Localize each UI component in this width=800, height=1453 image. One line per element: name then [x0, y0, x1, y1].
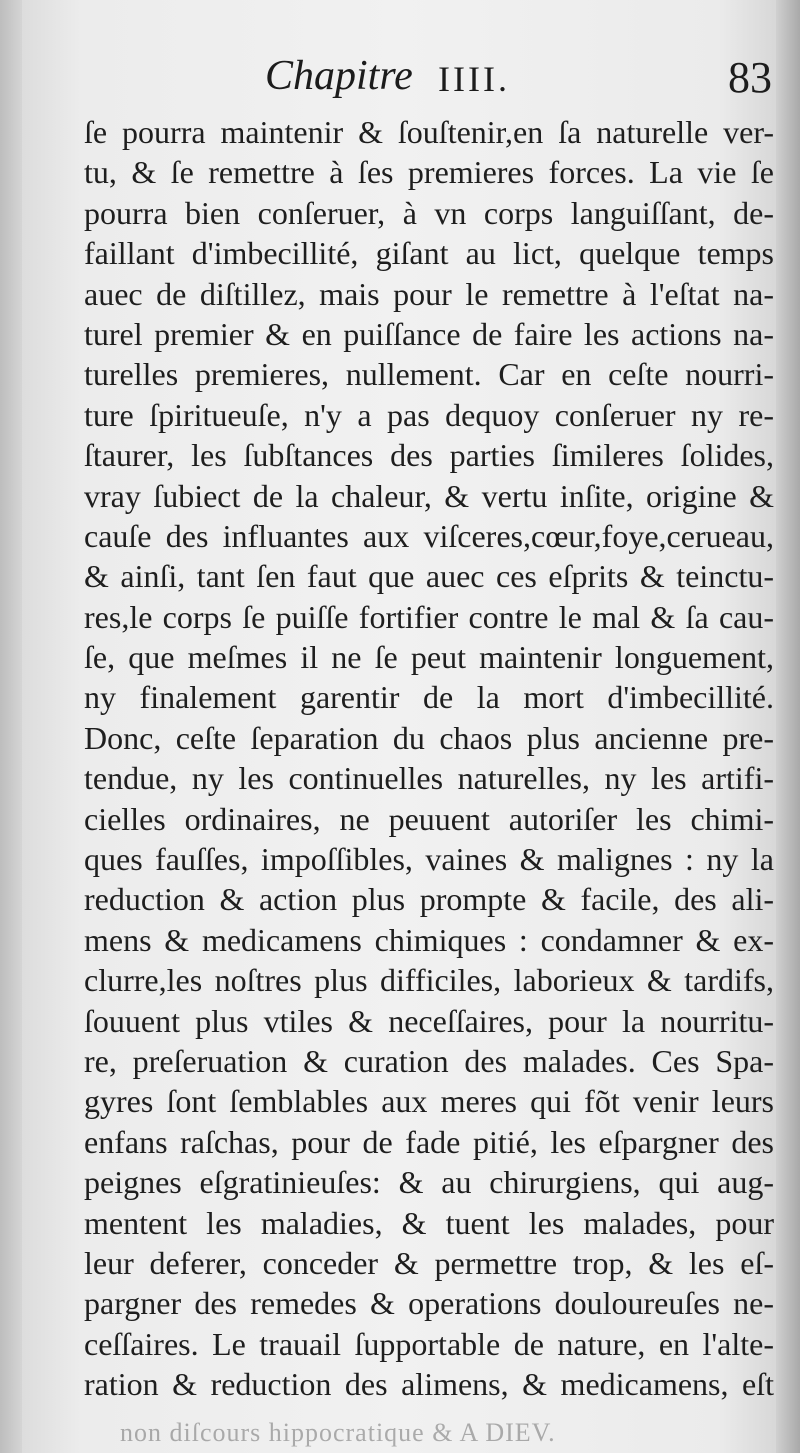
page-header — [60, 52, 772, 110]
bottom-bleed-through-text: non diſcours hippocratique & A DIEV. — [120, 1418, 556, 1447]
text-line: ſe, que meſmes il ne ſe peut maintenir longuement, — [84, 639, 774, 676]
text-line: ſtaurer, les ſubſtances des parties ſimileres ſolides, — [84, 437, 774, 474]
text-line: tu, & ſe remettre à ſes premieres forces. La vie ſe — [84, 154, 774, 191]
body-text — [84, 112, 774, 1405]
text-line: Donc, ceſte ſeparation du chaos plus ancienne pre- — [84, 719, 774, 756]
text-line: re, preſeruation & curation des malades. Ces Spa- — [84, 1042, 774, 1079]
text-line: ture ſpiritueuſe, n'y a pas dequoy conſeruer ny re- — [84, 396, 774, 433]
chapter-number: IIII. — [438, 59, 510, 99]
text-line: leur deferer, conceder & permettre trop, & les eſ- — [84, 1244, 774, 1281]
text-line: pourra bien conſeruer, à vn corps languiſſant, de- — [84, 194, 774, 231]
text-line: ques fauſſes, impoſſibles, vaines & malignes : ny la — [84, 841, 774, 878]
text-line: ration & reduction des alimens, & medicamens, eſt — [84, 1366, 774, 1403]
text-line: pargner des remedes & operations douloureuſes ne- — [84, 1285, 774, 1322]
text-line: & ainſi, tant ſen faut que auec ces eſprits & teinctu- — [84, 558, 774, 595]
text-line: enfans raſchas, pour de fade pitié, les eſpargner des — [84, 1123, 774, 1160]
text-line: cielles ordinaires, ne peuuent autoriſer les chimi- — [84, 800, 774, 837]
text-line: reduction & action plus prompte & facile, des ali- — [84, 881, 774, 918]
text-line: gyres ſont ſemblables aux meres qui fõt venir leurs — [84, 1083, 774, 1120]
text-line: ſouuent plus vtiles & neceſſaires, pour la nourritu- — [84, 1002, 774, 1039]
text-line: tendue, ny les continuelles naturelles, ny les artifi- — [84, 760, 774, 797]
running-title: Chapitre — [265, 53, 413, 99]
text-line: cauſe des influantes aux viſceres,cœur,foye,cerueau, — [84, 517, 774, 554]
page-number: 83 — [728, 53, 772, 102]
text-line: mens & medicamens chimiques : condamner & ex- — [84, 921, 774, 958]
text-line: ceſſaires. Le trauail ſupportable de nature, en l'alte- — [84, 1325, 774, 1362]
text-line: auec de diſtillez, mais pour le remettre à l'eſtat na- — [84, 275, 774, 312]
text-line: ſe pourra maintenir & ſouſtenir,en ſa naturelle ver- — [84, 114, 774, 150]
text-line: turel premier & en puiſſance de faire les actions na- — [84, 315, 774, 352]
text-line: vray ſubiect de la chaleur, & vertu inſite, origine & — [84, 477, 774, 514]
text-line: faillant d'imbecillité, giſant au lict, quelque temps — [84, 235, 774, 272]
left-scan-edge — [0, 0, 22, 1453]
text-line: clurre,les noſtres plus difficiles, laborieux & tardifs, — [84, 962, 774, 999]
text-line: ny finalement garentir de la mort d'imbecillité. — [84, 679, 774, 716]
text-line: turelles premieres, nullement. Car en ceſte nourri- — [84, 356, 774, 393]
text-line: mentent les maladies, & tuent les malades, pour — [84, 1204, 774, 1241]
text-line: res,le corps ſe puiſſe fortifier contre le mal & ſa cau- — [84, 598, 774, 635]
right-scan-edge — [776, 0, 800, 1453]
text-line: peignes eſgratinieuſes: & au chirurgiens, qui aug- — [84, 1164, 774, 1201]
